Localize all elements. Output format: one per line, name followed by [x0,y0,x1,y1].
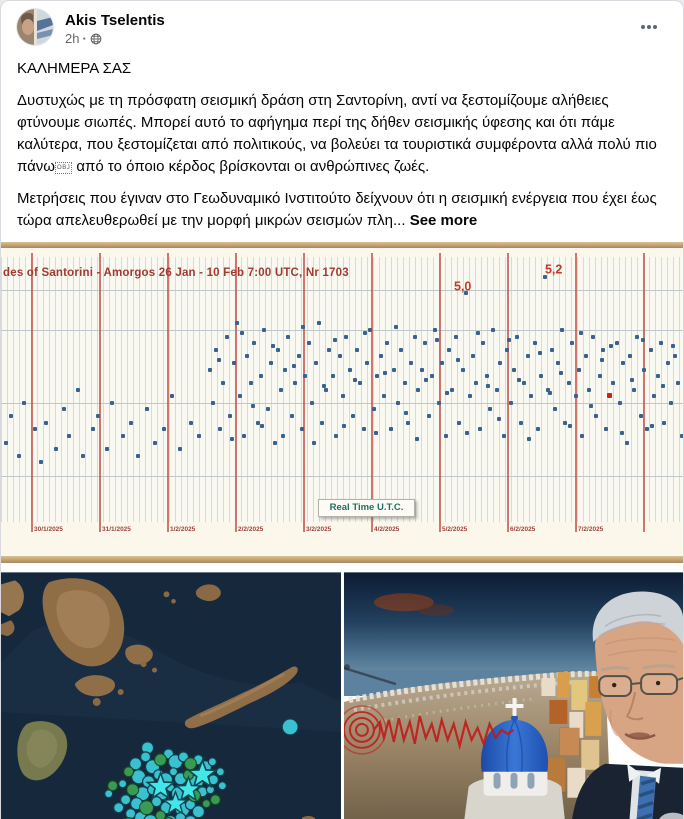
event-point [621,361,625,365]
post-paragraph-1 [17,90,667,178]
event-point [121,434,125,438]
event-point [208,368,212,372]
event-point [301,325,305,329]
event-point [259,374,263,378]
event-point [162,427,166,431]
event-point [240,331,244,335]
event-point [314,361,318,365]
event-point [290,414,294,418]
event-point [591,335,595,339]
event-point [641,338,645,342]
chart-x-tick-row [1,526,684,540]
event-point [322,384,326,388]
event-point [91,427,95,431]
day-gridline [303,253,305,532]
event-point [245,354,249,358]
event-point [589,404,593,408]
event-point [630,378,634,382]
event-point [81,454,85,458]
day-gridline [643,253,645,532]
event-point [211,401,215,405]
event-point [461,368,465,372]
event-point [262,328,266,332]
event-point [568,424,572,428]
event-point [338,354,342,358]
event-point [39,460,43,464]
event-point [454,335,458,339]
event-point [652,394,656,398]
event-point [396,401,400,405]
event-point [481,341,485,345]
post-meta-line [65,30,667,47]
event-point [526,354,530,358]
event-point [485,374,489,378]
event-point [218,427,222,431]
event-point [642,368,646,372]
event-point [374,431,378,435]
magnitude-gridline [1,476,684,477]
event-point [225,335,229,339]
event-point [394,325,398,329]
event-point [584,354,588,358]
event-point [505,348,509,352]
day-gridline [99,253,101,532]
x-tick-label: 4/2/2025 [374,526,400,533]
event-point [553,407,557,411]
event-point [450,388,454,392]
avatar-image [17,9,54,46]
event-point [550,348,554,352]
event-point [362,427,366,431]
x-tick-label: 2/2/2025 [238,526,264,533]
event-point [447,348,451,352]
event-point [189,421,193,425]
event-point [283,368,287,372]
event-point [457,421,461,425]
day-gridline [507,253,509,532]
day-gridline [235,253,237,532]
avatar[interactable] [16,8,54,46]
event-point [538,351,542,355]
author-name-link[interactable]: Akis Tselentis [65,12,165,29]
event-point [478,427,482,431]
event-point [574,394,578,398]
event-point [54,447,58,451]
event-point [495,388,499,392]
event-point [312,441,316,445]
event-point [615,341,619,345]
event-point [353,378,357,382]
event-point [415,437,419,441]
magnitude-gridline [1,403,684,404]
event-point [375,374,379,378]
event-point [628,354,632,358]
event-point [383,371,387,375]
x-tick-label: 31/1/2025 [102,526,131,533]
event-point [145,407,149,411]
event-point [320,421,324,425]
chart-frame-bottom [1,556,684,563]
event-point [680,434,684,438]
event-point [44,421,48,425]
event-point [399,348,403,352]
public-globe-icon [90,33,102,45]
magnitude-annotation: 5,0 [453,279,472,294]
event-point [659,341,663,345]
event-point [22,401,26,405]
event-point [507,338,511,342]
event-point [228,414,232,418]
event-point [440,361,444,365]
event-point [559,371,563,375]
event-point [266,407,270,411]
event-point [129,421,133,425]
x-tick-label: 6/2/2025 [510,526,536,533]
event-point [423,341,427,345]
event-point [445,391,449,395]
event-point [536,427,540,431]
event-point [403,381,407,385]
event-point [427,414,431,418]
event-point [170,394,174,398]
event-point [351,414,355,418]
chart-frame-top [1,242,684,248]
event-point [344,335,348,339]
event-point [348,368,352,372]
event-point [539,374,543,378]
event-point [334,434,338,438]
santorini-portrait-image[interactable] [344,572,683,819]
x-tick-label: 30/1/2025 [34,526,63,533]
ellipsis-icon [641,25,645,29]
event-point [382,394,386,398]
seismicity-chart-attachment[interactable] [1,242,684,563]
x-tick-label: 1/2/2025 [170,526,196,533]
event-point [379,354,383,358]
event-point [533,341,537,345]
paragraph1-text: Δυστυχώς με τη πρόσφατη σεισμική δράση στη Σαντορίνη, αντί να ξεστομίζουμε αλήθειες φτύνουμε σιωπές. Μπορεί αυτό το αφήγημα περί της δήθεν σεισμικής ύφεσης και ότι πάμε καλύτερα, που ξεστομίζεται από πολιτικούς, να βολεύει τα τουριστικά συμφέροντα αλλά πολύ πιο πάνω [17,92,657,175]
event-point [600,358,604,362]
event-point [486,384,490,388]
event-point [110,401,114,405]
event-point [594,414,598,418]
event-point [76,388,80,392]
paragraph1-text-cont: από το όποιο κέρδος βρίσκονται οι ανθρώπινες ζωές. [72,158,430,175]
event-point [392,368,396,372]
event-point [217,358,221,362]
event-point [17,454,21,458]
event-point [230,437,234,441]
event-point [406,421,410,425]
event-point [430,374,434,378]
event-point [260,424,264,428]
event-point [33,427,37,431]
event-point [303,374,307,378]
event-point [456,358,460,362]
event-point [676,381,680,385]
event-point [300,427,304,431]
magnitude-annotation: 5,2 [544,262,563,277]
meta-separator: · [82,31,87,46]
event-point [269,361,273,365]
event-point [529,394,533,398]
event-point [368,328,372,332]
event-point [420,368,424,372]
chart-xaxis-label-box: Real Time U.T.C. [318,499,415,517]
post-paragraph-2 [17,188,667,232]
event-point [252,341,256,345]
event-point [611,381,615,385]
event-point [235,321,239,325]
event-point [474,381,478,385]
event-point [62,407,66,411]
event-point [232,361,236,365]
event-point [556,361,560,365]
event-point [522,381,526,385]
paragraph2-text: Μετρήσεις που έγιναν στο Γεωδυναμικό Ινστιτούτο δείχνουν ότι η σεισμική ενέργεια που έχει έως τώρα απελευθερωθεί με την μορφή μικρών σεισμών πλη... [17,190,657,229]
see-more-link[interactable]: See more [409,212,478,229]
event-point [416,388,420,392]
event-point [221,381,225,385]
event-point [197,434,201,438]
event-point [598,374,602,378]
event-point [67,434,71,438]
event-point [178,447,182,451]
x-tick-label: 3/2/2025 [306,526,332,533]
event-point [468,394,472,398]
event-point [639,414,643,418]
magnitude-gridline [1,290,684,291]
chart-title: des of Santorini - Amorgos 26 Jan - 10 Feb 7:00 UTC, Nr 1703 [3,267,349,279]
event-point [601,348,605,352]
event-point [333,338,337,342]
event-point [527,437,531,441]
event-point [488,407,492,411]
day-gridline [167,253,169,532]
event-point [662,421,666,425]
x-tick-label: 5/2/2025 [442,526,468,533]
event-point [618,401,622,405]
event-point [404,411,408,415]
event-point [276,348,280,352]
event-point [342,424,346,428]
event-point [249,381,253,385]
event-point [502,434,506,438]
event-point [279,388,283,392]
event-point [519,421,523,425]
event-point [491,328,495,332]
event-point [413,335,417,339]
timestamp-link[interactable]: 2h [65,31,80,46]
epicenter-map-image[interactable] [1,572,341,819]
event-point [666,361,670,365]
event-point [409,361,413,365]
event-point [4,441,8,445]
event-point [331,374,335,378]
object-replacement-glyph: OBJ [55,162,72,174]
event-point [286,335,290,339]
event-point [9,414,13,418]
event-point [433,328,437,332]
event-point [317,321,321,325]
event-point [273,441,277,445]
event-point [497,417,501,421]
day-gridline [439,253,441,532]
event-point [570,341,574,345]
event-point [625,441,629,445]
event-point [587,388,591,392]
event-point [577,368,581,372]
event-point [579,331,583,335]
event-point [650,424,654,428]
event-point [435,338,439,342]
event-point [498,361,502,365]
event-point [389,427,393,431]
event-point [385,341,389,345]
event-point [580,434,584,438]
event-point [560,328,564,332]
event-point [645,427,649,431]
day-gridline [575,253,577,532]
event-point [656,374,660,378]
event-point [661,384,665,388]
event-point [310,401,314,405]
event-point [567,381,571,385]
event-point [476,331,480,335]
x-tick-label: 7/2/2025 [578,526,604,533]
event-point [649,348,653,352]
highlighted-event-point [607,393,612,398]
event-point [292,364,296,368]
event-point [324,388,328,392]
event-point [281,434,285,438]
post-greeting: ΚΑΛΗΜΕΡΑ ΣΑΣ [17,60,132,77]
event-point [444,434,448,438]
event-point [632,388,636,392]
event-point [153,441,157,445]
event-point [669,401,673,405]
event-point [620,431,624,435]
event-point [251,404,255,408]
day-gridline [31,253,33,532]
event-point [297,354,301,358]
event-point [96,414,100,418]
photo-attachments-row [1,572,683,819]
event-point [635,335,639,339]
event-point [563,421,567,425]
event-point [242,434,246,438]
event-point [327,348,331,352]
event-point [365,361,369,365]
event-point [515,335,519,339]
event-point [105,447,109,451]
event-point [214,348,218,352]
event-point [355,348,359,352]
event-point [271,344,275,348]
event-point [358,381,362,385]
event-point [424,378,428,382]
event-point [673,354,677,358]
event-point [512,368,516,372]
event-point [307,341,311,345]
event-point [465,431,469,435]
event-point [363,331,367,335]
event-point [517,378,521,382]
event-point [256,421,260,425]
event-point [548,391,552,395]
event-point [671,344,675,348]
chart-plot [1,257,684,522]
event-point [372,407,376,411]
event-point [136,454,140,458]
event-point [609,344,613,348]
event-point [509,401,513,405]
event-point [293,381,297,385]
post-text [1,58,683,232]
header-meta [65,11,667,47]
event-point [437,401,441,405]
post-header [1,1,683,49]
event-point [238,394,242,398]
more-options-button[interactable] [633,15,665,39]
day-gridline [371,253,373,532]
event-point [341,394,345,398]
event-point [604,427,608,431]
event-point [471,354,475,358]
